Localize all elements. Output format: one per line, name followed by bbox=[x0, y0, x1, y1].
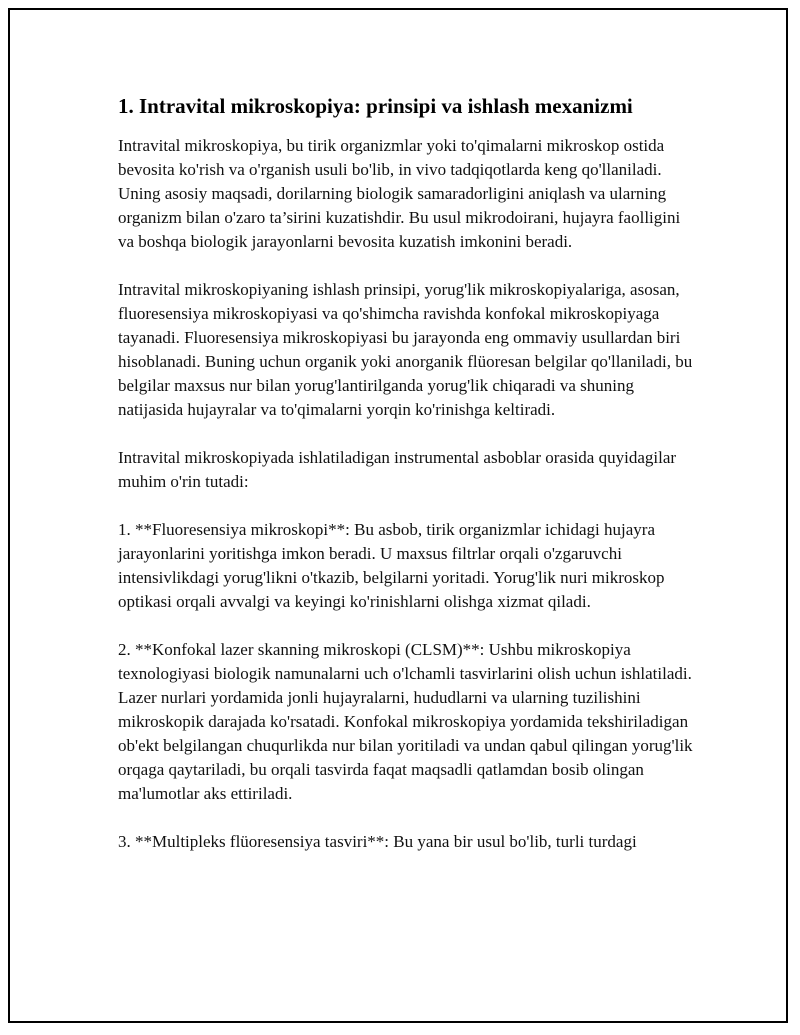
list-item-confocal-microscope: 2. **Konfokal lazer skanning mikroskopi (CLSM)**: Ushbu mikroskopiya texnologiyasi biologik namunalarni uch o'lchamli tasvirlarini olish uchun ishlatiladi. Lazer nurlari yordamida jonli hujayralarni, hududlarni va ularning tuzilishini mikroskopik darajada ko'rsatadi. Konfokal mikroskopiya yordamida tekshiriladigan ob'ekt belgilangan chuqurlikda nur bilan yoritiladi va undan qabul qilingan yorug'lik orqaga qaytariladi, bu orqali tasvirda faqat maqsadli qatlamdan bosib olingan ma'lumotlar aks ettiriladi. bbox=[118, 640, 693, 803]
document-body bbox=[118, 92, 698, 878]
section-heading: 1. Intravital mikroskopiya: prinsipi va ishlash mexanizmi bbox=[118, 94, 633, 118]
paragraph-intro: Intravital mikroskopiya, bu tirik organizmlar yoki to'qimalarni mikroskop ostida bevosita ko'rish va o'rganish usuli bo'lib, in vivo tadqiqotlarda keng qo'llaniladi. Uning asosiy maqsadi, dorilarning biologik samaradorligini aniqlash va ularning organizm bilan o'zaro ta’sirini kuzatishdir. Bu usul mikrodoirani, hujayra faolligini va boshqa biologik jarayonlarni bevosita kuzatish imkonini beradi. bbox=[118, 136, 681, 251]
list-item-fluorescence-microscope: 1. **Fluoresensiya mikroskopi**: Bu asbob, tirik organizmlar ichidagi hujayra jarayonlarini yoritishga imkon beradi. U maxsus filtrlar orqali o'zgaruvchi intensivlikdagi yorug'likni o'tkazib, belgilarni yoritadi. Yorug'lik nuri mikroskop optikasi orqali avvalgi va keyingi ko'rinishlarni olishga xizmat qiladi. bbox=[118, 520, 665, 611]
paragraph-instruments-intro: Intravital mikroskopiyada ishlatiladigan instrumental asboblar orasida quyidagilar muhim o'rin tutadi: bbox=[118, 448, 677, 491]
paragraph-principle: Intravital mikroskopiyaning ishlash prinsipi, yorug'lik mikroskopiyalariga, asosan, fluoresensiya mikroskopiyasi va qo'shimcha ravishda konfokal mikroskopiyaga tayanadi. Fluoresensiya mikroskopiyasi bu jarayonda eng ommaviy usullardan biri hisoblanadi. Buning uchun organik yoki anorganik flüoresan belgilar qo'llaniladi, bu belgilar maxsus nur bilan yorug'lantirilganda yorug'lik chiqaradi va shuning natijasida hujayralar va to'qimalarni yorqin ko'rinishga keltiradi. bbox=[118, 280, 693, 419]
list-item-multiplex-imaging: 3. **Multipleks flüoresensiya tasviri**: Bu yana bir usul bo'lib, turli turdagi bbox=[118, 832, 637, 851]
